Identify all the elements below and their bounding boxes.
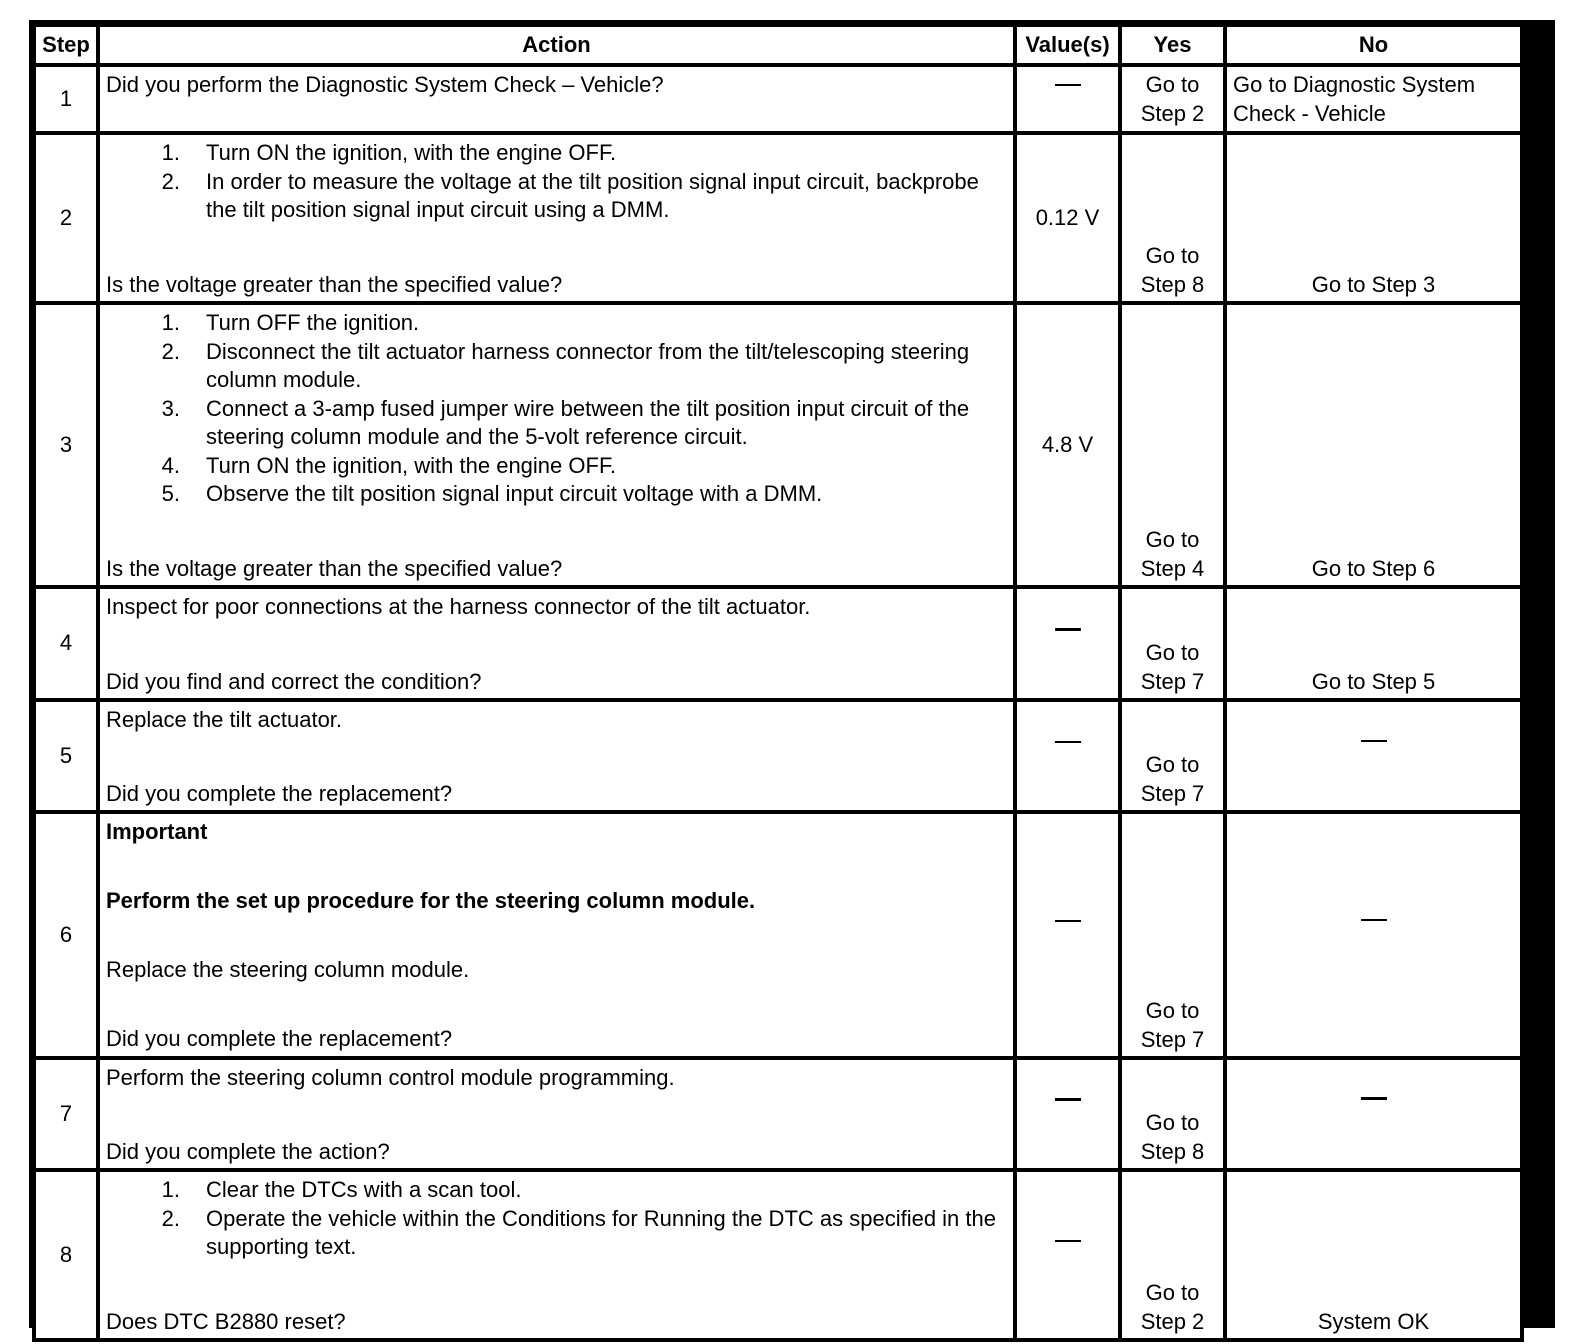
- value-cell: [1017, 1172, 1118, 1338]
- dash-value: [1055, 84, 1081, 115]
- yes-line-1: Go to: [1145, 640, 1200, 665]
- action-question: Is the voltage greater than the specified value?: [106, 555, 563, 581]
- yes-line-2: Step 2: [1140, 100, 1205, 126]
- important-label: Important: [106, 819, 208, 844]
- dash-value: [1055, 628, 1081, 660]
- header-step: Step: [36, 27, 96, 63]
- action-step: 1. Turn ON the ignition, with the engine OFF.: [161, 140, 617, 165]
- action-question: Did you complete the replacement?: [106, 1026, 453, 1052]
- yes-line-1: Go to: [1145, 527, 1200, 552]
- step-number: 8: [36, 1172, 96, 1338]
- action-cell: [100, 1060, 1013, 1168]
- dash-value: [1055, 1098, 1081, 1130]
- table-row: [36, 814, 1520, 1056]
- action-step: 2. In order to measure the voltage at the tilt position signal input circuit, backprobe the tilt position signal input circuit using a DMM.: [161, 168, 979, 222]
- yes-cell: [1122, 305, 1223, 585]
- action-question: Did you find and correct the condition?: [106, 668, 482, 694]
- action-question: Did you complete the replacement?: [106, 780, 453, 806]
- yes-cell: [1122, 814, 1223, 1056]
- action-steps: [106, 139, 1007, 225]
- action-cell: [100, 589, 1013, 698]
- no-cell: [1227, 814, 1520, 1056]
- dash-value: [1055, 920, 1081, 951]
- no-cell: System OK: [1227, 1172, 1520, 1338]
- dash-no: [1361, 1097, 1387, 1129]
- step-number: 2: [36, 135, 96, 301]
- yes-cell: [1122, 1172, 1223, 1338]
- table-row: [36, 1060, 1520, 1168]
- dash-value: [1055, 1240, 1081, 1271]
- yes-cell: [1122, 67, 1223, 131]
- important-text: Perform the set up procedure for the steering column module.: [106, 888, 756, 914]
- table-row: [36, 1172, 1520, 1338]
- value-cell: 4.8 V: [1017, 305, 1118, 585]
- yes-line-1: Go to: [1145, 72, 1200, 97]
- no-cell: Go to Diagnostic System Check - Vehicle: [1227, 67, 1520, 131]
- value-cell: [1017, 1060, 1118, 1168]
- header-no: No: [1227, 27, 1520, 63]
- yes-cell: [1122, 702, 1223, 810]
- step-number: 6: [36, 814, 96, 1056]
- action-cell: [100, 1172, 1013, 1338]
- yes-line-2: Step 8: [1140, 271, 1205, 297]
- table-row: [36, 589, 1520, 698]
- yes-cell: [1122, 135, 1223, 301]
- header-row: [36, 27, 1520, 63]
- yes-cell: [1122, 589, 1223, 698]
- yes-line-1: Go to: [1145, 243, 1200, 268]
- action-cell: [100, 305, 1013, 585]
- yes-line-2: Step 7: [1140, 668, 1205, 694]
- yes-line-2: Step 4: [1140, 555, 1205, 581]
- action-cell: [100, 702, 1013, 810]
- action-step: 4. Turn ON the ignition, with the engine OFF.: [161, 452, 617, 478]
- value-cell: [1017, 67, 1118, 131]
- action-question: Did you perform the Diagnostic System Check – Vehicle?: [106, 72, 664, 97]
- action-text: Perform the steering column control module programming.: [106, 1065, 675, 1090]
- diagnostic-table-frame: [29, 20, 1555, 1334]
- dash-value: [1055, 741, 1081, 772]
- header-values: Value(s): [1017, 27, 1118, 63]
- step-number: 4: [36, 589, 96, 698]
- yes-line-1: Go to: [1145, 1280, 1200, 1305]
- yes-line-2: Step 8: [1140, 1138, 1205, 1164]
- dash-no: [1361, 919, 1387, 950]
- yes-line-1: Go to: [1145, 1110, 1200, 1135]
- no-cell: Go to Step 6: [1227, 305, 1520, 585]
- yes-cell: [1122, 1060, 1223, 1168]
- yes-line-2: Step 2: [1140, 1308, 1205, 1334]
- no-cell: Go to Step 3: [1227, 135, 1520, 301]
- header-yes: Yes: [1122, 27, 1223, 63]
- step-number: 7: [36, 1060, 96, 1168]
- diagnostic-table: [32, 23, 1524, 1342]
- yes-line-2: Step 7: [1140, 780, 1205, 806]
- action-question: Is the voltage greater than the specified value?: [106, 271, 563, 297]
- value-cell: [1017, 589, 1118, 698]
- step-number: 3: [36, 305, 96, 585]
- action-text: Inspect for poor connections at the harness connector of the tilt actuator.: [106, 594, 811, 619]
- value-cell: [1017, 814, 1118, 1056]
- action-cell: [100, 814, 1013, 1056]
- action-question: Does DTC B2880 reset?: [106, 1308, 346, 1334]
- action-step: 1. Turn OFF the ignition.: [161, 310, 420, 335]
- action-text: Replace the steering column module.: [106, 957, 470, 983]
- action-step: 2. Disconnect the tilt actuator harness connector from the tilt/telescoping steering column module.: [161, 338, 970, 392]
- action-step: 2. Operate the vehicle within the Conditions for Running the DTC as specified in the supporting text.: [161, 1205, 996, 1259]
- step-number: 5: [36, 702, 96, 810]
- action-steps: [106, 1176, 1007, 1262]
- step-number: 1: [36, 67, 96, 131]
- dash-no: [1361, 740, 1387, 771]
- value-cell: 0.12 V: [1017, 135, 1118, 301]
- action-step: 5. Observe the tilt position signal input circuit voltage with a DMM.: [161, 481, 823, 506]
- no-cell: [1227, 702, 1520, 810]
- yes-line-2: Step 7: [1140, 1026, 1205, 1052]
- action-text: Replace the tilt actuator.: [106, 707, 343, 732]
- no-cell: [1227, 1060, 1520, 1168]
- action-steps: [106, 309, 1007, 509]
- action-question: Did you complete the action?: [106, 1138, 390, 1164]
- value-cell: [1017, 702, 1118, 810]
- action-step: 1. Clear the DTCs with a scan tool.: [161, 1177, 522, 1202]
- table-row: [36, 135, 1520, 301]
- table-row: [36, 702, 1520, 810]
- action-cell: [100, 135, 1013, 301]
- action-cell: [100, 67, 1013, 131]
- no-cell: Go to Step 5: [1227, 589, 1520, 698]
- yes-line-1: Go to: [1145, 752, 1200, 777]
- action-step: 3. Connect a 3-amp fused jumper wire between the tilt position input circuit of the steering column module and the 5-volt reference circuit.: [161, 395, 970, 449]
- yes-line-1: Go to: [1145, 998, 1200, 1023]
- table-row: [36, 305, 1520, 585]
- table-row: [36, 67, 1520, 131]
- header-action: Action: [100, 27, 1013, 63]
